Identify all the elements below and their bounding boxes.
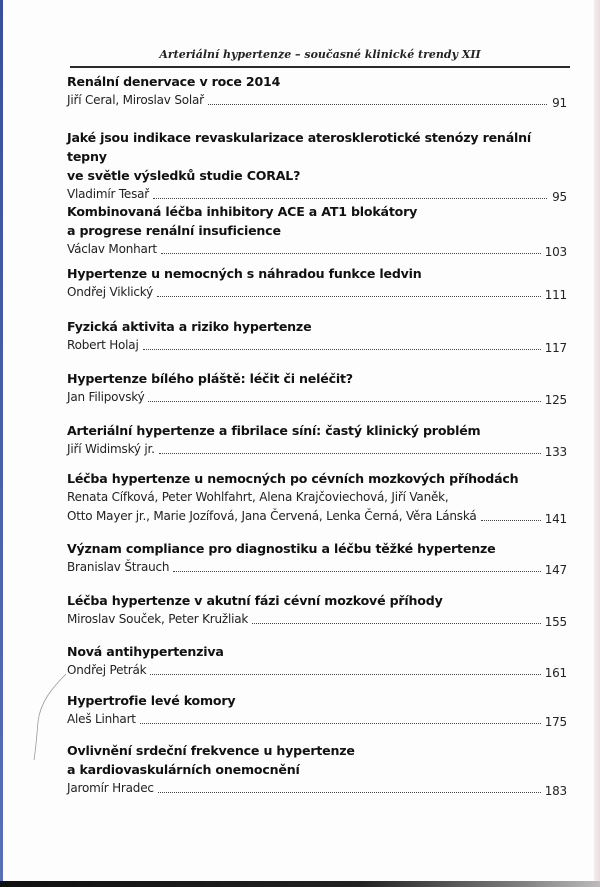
entry-author-line: [67, 710, 567, 729]
page-right-edge: [594, 0, 600, 887]
toc-entry[interactable]: [67, 369, 567, 407]
entry-authors: Jiří Widimský jr.: [67, 442, 155, 456]
toc-entry[interactable]: [67, 642, 567, 680]
entry-author-line: [67, 240, 567, 259]
toc-entry[interactable]: [67, 421, 567, 459]
entry-author-line: [67, 440, 567, 459]
entry-page-number: 147: [544, 563, 567, 577]
toc-entry[interactable]: [67, 202, 567, 259]
entry-authors: Vladimír Tesař: [67, 187, 150, 201]
dot-leader: [140, 722, 541, 724]
dot-leader: [252, 622, 541, 624]
pencil-mark: [28, 672, 68, 762]
entry-author-line: [67, 661, 567, 680]
entry-title: ve světle výsledků studie CORAL?: [67, 168, 301, 183]
entry-authors: Renata Cífková, Peter Wohlfahrt, Alena Krajčoviechová, Jiří Vaněk,: [67, 490, 449, 504]
entry-authors: Otto Mayer jr., Marie Jozífová, Jana Červená, Lenka Černá, Věra Lánská: [67, 509, 477, 523]
entry-page-number: 141: [544, 512, 567, 526]
toc-entry[interactable]: [67, 317, 567, 355]
dot-leader: [161, 252, 541, 254]
entry-author-line: [67, 558, 567, 577]
entry-authors: Aleš Linhart: [67, 712, 136, 726]
toc-entry[interactable]: [67, 691, 567, 729]
entry-page-number: 91: [552, 96, 567, 110]
entry-page-number: 155: [544, 615, 567, 629]
entry-title: a progrese renální insuficience: [67, 223, 281, 238]
entry-page-number: 161: [544, 666, 567, 680]
entry-page-number: 103: [544, 245, 567, 259]
entry-title: Kombinovaná léčba inhibitory ACE a AT1 blokátory: [67, 204, 418, 219]
entry-author-line: [67, 610, 567, 629]
dot-leader: [208, 103, 547, 105]
dot-leader: [173, 570, 540, 572]
entry-title: Léčba hypertenze u nemocných po cévních mozkových příhodách: [67, 471, 519, 486]
entry-title: a kardiovaskulárních onemocnění: [67, 762, 300, 777]
entry-author-line: [67, 779, 567, 798]
entry-authors: Václav Monhart: [67, 242, 157, 256]
entry-page-number: 111: [544, 288, 567, 302]
entry-authors: Branislav Štrauch: [67, 560, 170, 574]
dot-leader: [143, 348, 541, 350]
entry-authors: Jaromír Hradec: [67, 781, 154, 795]
entry-authors: Ondřej Petrák: [67, 663, 147, 677]
entry-title: Arteriální hypertenze a fibrilace síní: častý klinický problém: [67, 423, 481, 438]
entry-authors: Ondřej Viklický: [67, 285, 153, 299]
entry-page-number: 117: [544, 341, 567, 355]
toc-entry[interactable]: [67, 264, 567, 302]
entry-title: Hypertenze u nemocných s náhradou funkce ledvin: [67, 266, 422, 281]
dot-leader: [159, 452, 541, 454]
page-bottom-edge: [0, 881, 600, 887]
dot-leader: [158, 791, 541, 793]
entry-title: Fyzická aktivita a riziko hypertenze: [67, 319, 312, 334]
entry-title: Renální denervace v roce 2014: [67, 74, 281, 89]
page-left-edge: [0, 0, 3, 887]
toc-entry[interactable]: [67, 539, 567, 577]
entry-title: Hypertrofie levé komory: [67, 693, 236, 708]
running-head: Arteriální hypertenze – současné klinické trendy XII: [159, 48, 481, 61]
toc-entry[interactable]: [67, 591, 567, 629]
entry-author-line: [67, 336, 567, 355]
entry-author-line: [67, 488, 567, 507]
entry-page-number: 95: [552, 190, 567, 204]
toc-entry[interactable]: [67, 128, 567, 204]
entry-title: Ovlivnění srdeční frekvence u hypertenze: [67, 743, 355, 758]
dot-leader: [153, 197, 547, 199]
entry-title: Nová antihypertenziva: [67, 644, 224, 659]
entry-page-number: 125: [544, 393, 567, 407]
dot-leader: [148, 400, 540, 402]
entry-author-line: [67, 283, 567, 302]
toc-entry[interactable]: [67, 741, 567, 798]
entry-title: Jaké jsou indikace revaskularizace aterosklerotické stenózy renální tepny: [67, 130, 531, 164]
entry-authors: Miroslav Souček, Peter Kružliak: [67, 612, 249, 626]
entry-page-number: 183: [544, 784, 567, 798]
entry-author-line: [67, 507, 567, 526]
entry-authors: Jan Filipovský: [67, 390, 145, 404]
entry-title: Léčba hypertenze v akutní fázi cévní mozkové příhody: [67, 593, 443, 608]
toc-entry[interactable]: [67, 469, 567, 526]
dot-leader: [481, 519, 541, 521]
dot-leader: [150, 673, 540, 675]
entry-title: Význam compliance pro diagnostiku a léčbu těžké hypertenze: [67, 541, 496, 556]
entry-author-line: [67, 91, 567, 110]
entry-page-number: 175: [544, 715, 567, 729]
entry-page-number: 133: [544, 445, 567, 459]
entry-author-line: [67, 388, 567, 407]
toc-entry[interactable]: [67, 72, 567, 110]
dot-leader: [157, 295, 541, 297]
entry-authors: Jiří Ceral, Miroslav Solař: [67, 93, 204, 107]
entry-authors: Robert Holaj: [67, 338, 139, 352]
header-rule: [70, 66, 570, 68]
entry-title: Hypertenze bílého pláště: léčit či neléčit?: [67, 371, 353, 386]
